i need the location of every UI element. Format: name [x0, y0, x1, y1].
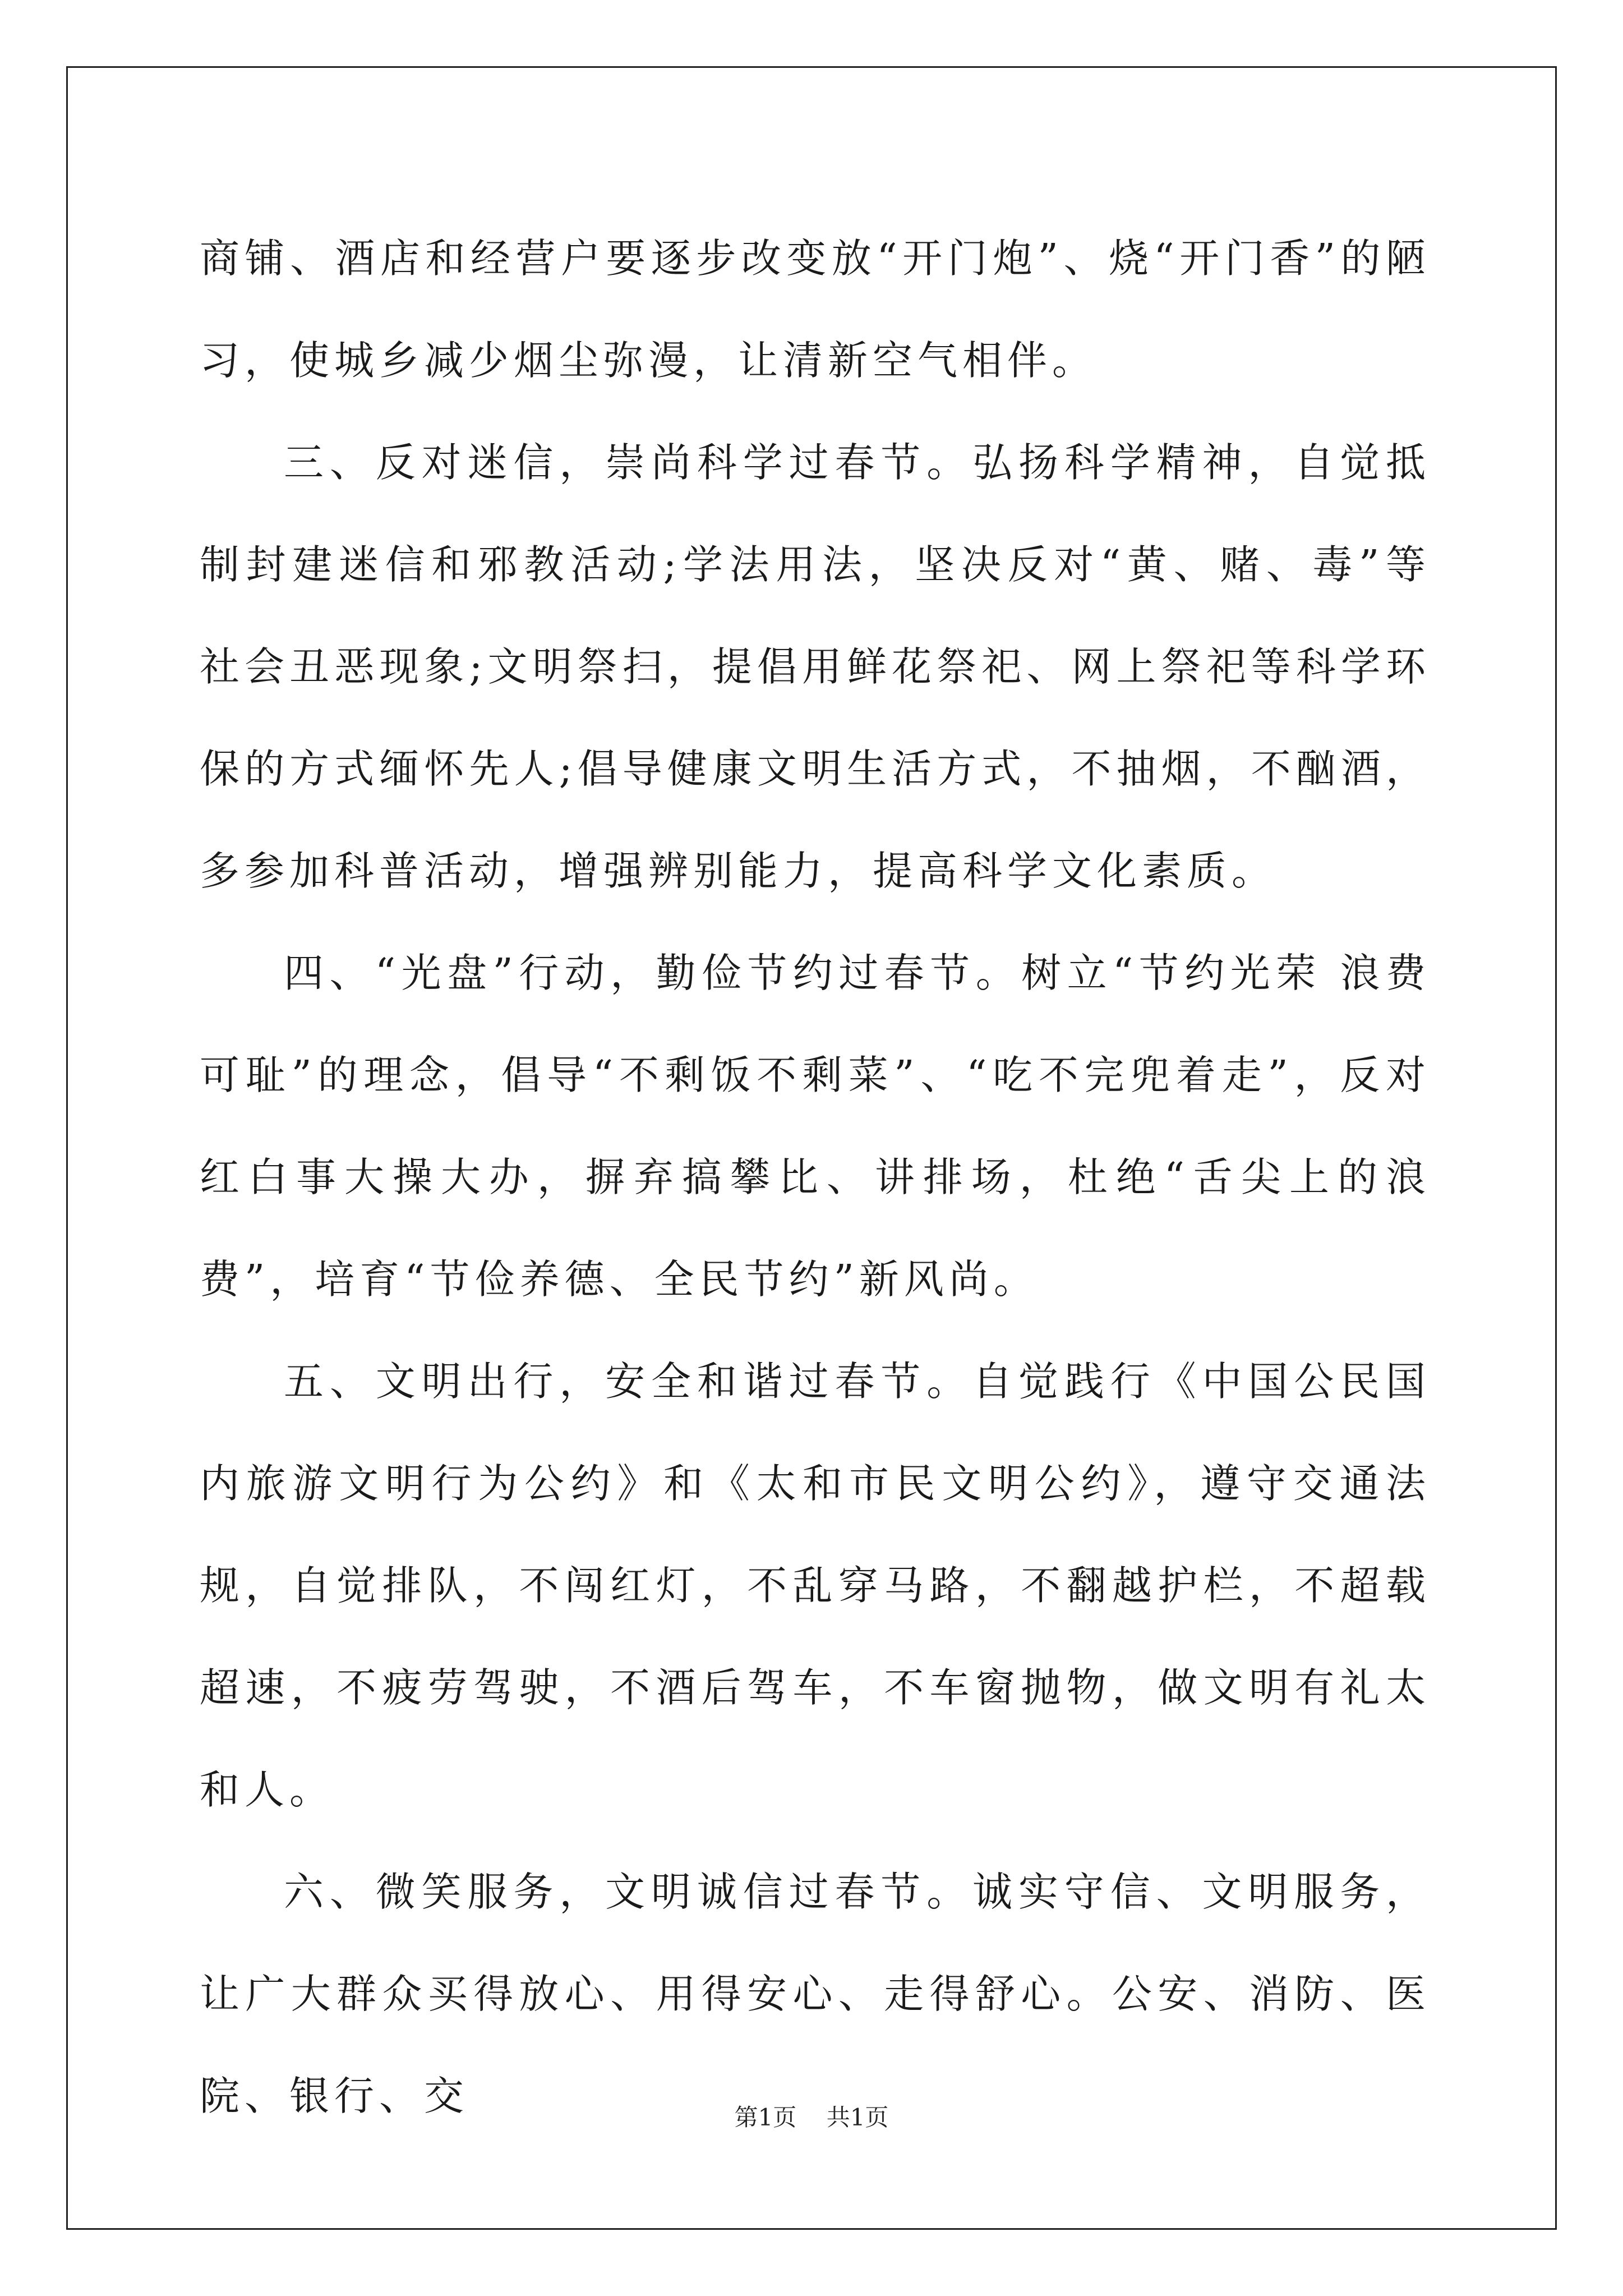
document-body	[200, 208, 1431, 2147]
paragraph-1: 商铺、酒店和经营户要逐步改变放“开门炮”、烧“开门香”的陋习，使城乡减少烟尘弥漫，让清新空气相伴。	[200, 235, 1431, 384]
paragraph-3: 四、“光盘”行动，勤俭节约过春节。树立“节约光荣 浪费可耻”的理念，倡导“不剩饭不剩菜”、“吃不完兜着走”，反对红白事大操大办，摒弃搞攀比、讲排场，杜绝“舌尖上的浪费”，培育“节俭养德、全民节约”新风尚。	[200, 950, 1431, 1303]
paragraph-2: 三、反对迷信，崇尚科学过春节。弘扬科学精神，自觉抵制封建迷信和邪教活动;学法用法，坚决反对“黄、赌、毒”等社会丑恶现象;文明祭扫，提倡用鲜花祭祀、网上祭祀等科学环保的方式缅怀先人;倡导健康文明生活方式，不抽烟，不酗酒，多参加科普活动，增强辨别能力，提高科学文化素质。	[200, 439, 1431, 894]
page-total: 共1页	[826, 2104, 889, 2131]
paragraph-5: 六、微笑服务，文明诚信过春节。诚实守信、文明服务，让广大群众买得放心、用得安心、走得舒心。公安、消防、医院、银行、交	[200, 1869, 1431, 2119]
page-footer	[0, 2101, 1623, 2134]
page-number: 第1页	[734, 2104, 797, 2131]
paragraph-4: 五、文明出行，安全和谐过春节。自觉践行《中国公民国内旅游文明行为公约》和《太和市民文明公约》，遵守交通法规，自觉排队，不闯红灯，不乱穿马路，不翻越护栏，不超载超速，不疲劳驾驶，不酒后驾车，不车窗抛物，做文明有礼太和人。	[200, 1358, 1431, 1813]
